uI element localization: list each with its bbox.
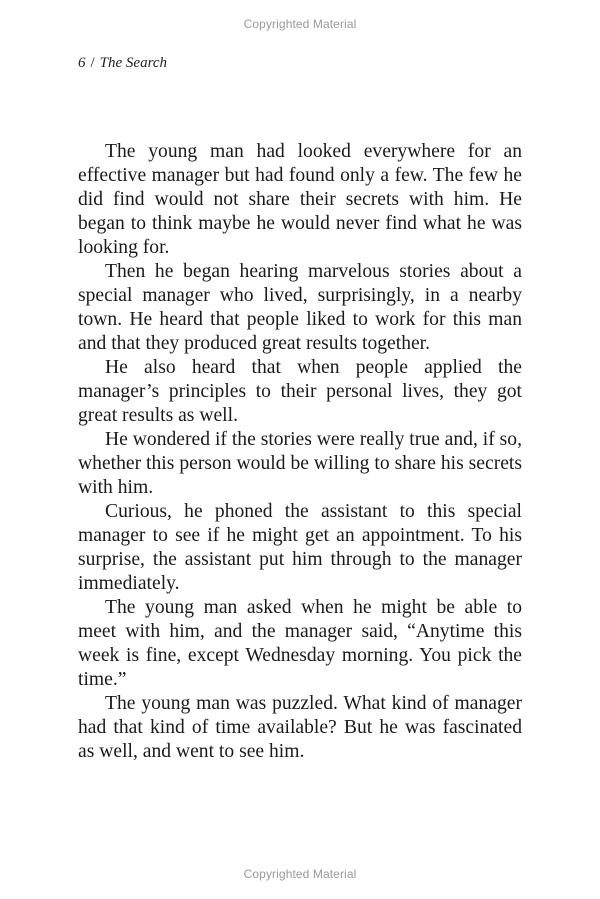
copyright-watermark-bottom: Copyrighted Material [243,867,357,881]
paragraph-6: The young man asked when he might be able to meet with him, and the manager said, “Anytime this week is fine, except Wednesday morning. You pick the time.” [78,597,522,690]
paragraph-7: The young man was puzzled. What kind of manager had that kind of time available? But he was fascinated as well, and went to see him. [78,693,522,762]
running-head [78,55,167,72]
paragraph-4: He wondered if the stories were really true and, if so, whether this person would be willing to share his secrets with him. [78,429,522,498]
body-text [78,140,522,764]
running-head-separator: / [90,55,95,71]
paragraph-1: The young man had looked everywhere for an effective manager but had found only a few. The few he did find would not share their secrets with him. He began to think maybe he would never find what he was looking for. [78,141,522,258]
paragraph-3: He also heard that when people applied the manager’s principles to their personal lives, they got great results as well. [78,357,522,426]
page-number: 6 [78,55,86,71]
paragraph-5: Curious, he phoned the assistant to this special manager to see if he might get an appointment. To his surprise, the assistant put him through to the manager immediately. [78,501,522,594]
chapter-title: The Search [99,55,168,71]
copyright-watermark-top: Copyrighted Material [243,17,357,31]
paragraph-2: Then he began hearing marvelous stories about a special manager who lived, surprisingly, in a nearby town. He heard that people liked to work for this man and that they produced great results together. [78,261,522,354]
